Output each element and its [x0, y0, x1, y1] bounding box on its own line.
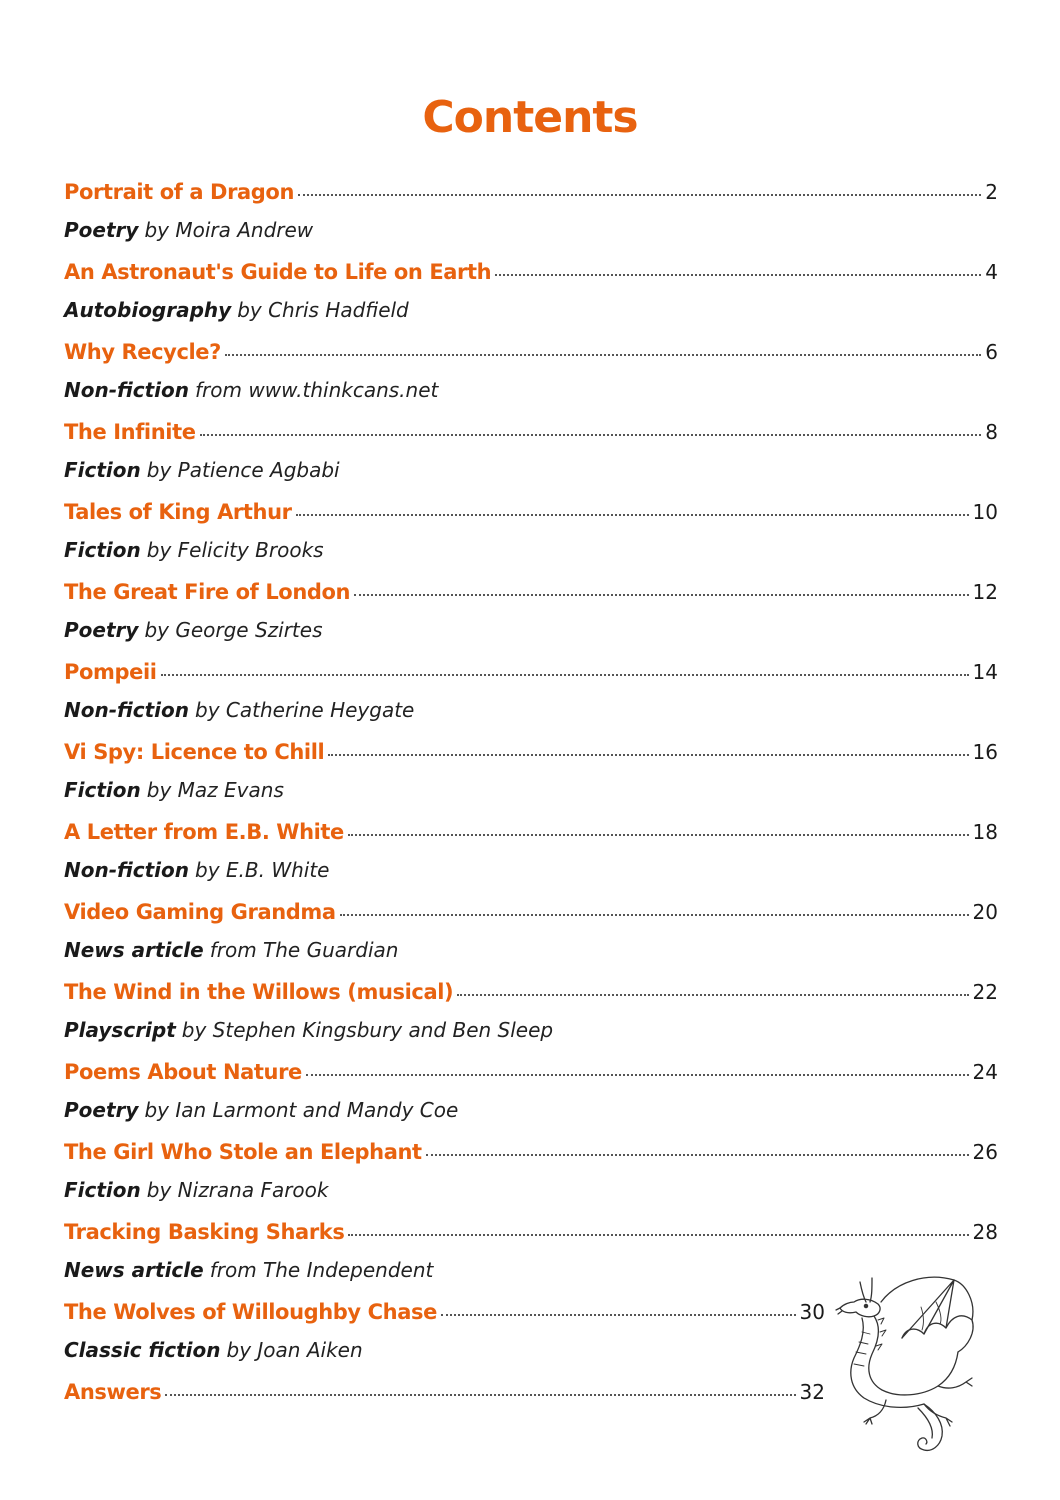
dot-leader — [296, 514, 969, 516]
dot-leader — [354, 594, 968, 596]
page-number: 8 — [985, 420, 998, 444]
toc-entry[interactable] — [64, 340, 998, 420]
page-number: 16 — [972, 740, 998, 764]
page-number: 10 — [972, 500, 998, 524]
dot-leader — [348, 1234, 968, 1236]
entry-genre: Fiction — [64, 458, 141, 482]
entry-byline: from www.thinkcans.net — [195, 378, 439, 402]
page-number: 32 — [799, 1380, 825, 1404]
page-number: 2 — [985, 180, 998, 204]
entry-genre: Poetry — [64, 1098, 139, 1122]
toc-entry[interactable] — [64, 740, 998, 820]
page-number: 28 — [972, 1220, 998, 1244]
dot-leader — [165, 1394, 795, 1396]
entry-title[interactable]: Poems About Nature — [64, 1060, 302, 1084]
table-of-contents — [64, 180, 998, 1460]
dragon-icon — [826, 1272, 996, 1462]
entry-byline: by Felicity Brooks — [146, 538, 324, 562]
entry-title[interactable]: A Letter from E.B. White — [64, 820, 344, 844]
toc-entry[interactable] — [64, 900, 998, 980]
toc-entry[interactable] — [64, 260, 998, 340]
entry-byline: by E.B. White — [195, 858, 330, 882]
entry-title[interactable]: The Infinite — [64, 420, 196, 444]
entry-genre: News article — [64, 938, 204, 962]
entry-title[interactable]: The Girl Who Stole an Elephant — [64, 1140, 422, 1164]
dot-leader — [225, 354, 981, 356]
toc-entry[interactable] — [64, 580, 998, 660]
dot-leader — [426, 1154, 969, 1156]
entry-byline: by Stephen Kingsbury and Ben Sleep — [181, 1018, 554, 1042]
toc-entry[interactable] — [64, 420, 998, 500]
entry-byline: by Catherine Heygate — [195, 698, 415, 722]
entry-genre: Playscript — [64, 1018, 176, 1042]
toc-entry[interactable] — [64, 500, 998, 580]
entry-title[interactable]: Why Recycle? — [64, 340, 221, 364]
dot-leader — [328, 754, 968, 756]
entry-title[interactable]: An Astronaut's Guide to Life on Earth — [64, 260, 492, 284]
entry-genre: Non-fiction — [64, 698, 190, 722]
entry-genre: Fiction — [64, 778, 141, 802]
entry-byline: from The Independent — [209, 1258, 434, 1282]
entry-title[interactable]: Vi Spy: Licence to Chill — [64, 740, 325, 764]
dot-leader — [348, 834, 969, 836]
dot-leader — [200, 434, 982, 436]
page-number: 14 — [972, 660, 998, 684]
toc-entry[interactable] — [64, 1140, 998, 1220]
page-number: 4 — [985, 260, 998, 284]
dot-leader — [161, 674, 969, 676]
entry-genre: Autobiography — [64, 298, 232, 322]
page-number: 22 — [972, 980, 998, 1004]
entry-genre: Fiction — [64, 538, 141, 562]
toc-entry[interactable] — [64, 180, 998, 260]
dot-leader — [441, 1314, 796, 1316]
dot-leader — [457, 994, 968, 996]
entry-byline: by Ian Larmont and Mandy Coe — [144, 1098, 459, 1122]
entry-title[interactable]: Pompeii — [64, 660, 157, 684]
entry-genre: Non-fiction — [64, 378, 190, 402]
entry-title[interactable]: The Wind in the Willows (musical) — [64, 980, 454, 1004]
entry-genre: Poetry — [64, 218, 139, 242]
entry-title[interactable]: Tracking Basking Sharks — [64, 1220, 345, 1244]
entry-byline: from The Guardian — [209, 938, 399, 962]
entry-byline: by George Szirtes — [144, 618, 323, 642]
entry-byline: by Joan Aiken — [226, 1338, 363, 1362]
dot-leader — [340, 914, 969, 916]
page-title: Contents — [422, 92, 638, 143]
entry-title[interactable]: Video Gaming Grandma — [64, 900, 336, 924]
entry-byline: by Patience Agbabi — [146, 458, 340, 482]
entry-genre: Fiction — [64, 1178, 141, 1202]
page-number: 20 — [972, 900, 998, 924]
entry-byline: by Nizrana Farook — [146, 1178, 329, 1202]
page-number: 18 — [972, 820, 998, 844]
page-number: 30 — [799, 1300, 825, 1324]
entry-byline: by Moira Andrew — [144, 218, 314, 242]
entry-genre: News article — [64, 1258, 204, 1282]
dot-leader — [495, 274, 981, 276]
entry-title[interactable]: Portrait of a Dragon — [64, 180, 295, 204]
toc-entry[interactable] — [64, 980, 998, 1060]
entry-byline: by Chris Hadfield — [237, 298, 409, 322]
page-number: 26 — [972, 1140, 998, 1164]
dot-leader — [306, 1074, 969, 1076]
entry-title[interactable]: The Wolves of Willoughby Chase — [64, 1300, 437, 1324]
toc-entry[interactable] — [64, 660, 998, 740]
entry-genre: Poetry — [64, 618, 139, 642]
toc-entry[interactable] — [64, 820, 998, 900]
page-number: 12 — [972, 580, 998, 604]
entry-genre: Non-fiction — [64, 858, 190, 882]
entry-genre: Classic fiction — [64, 1338, 221, 1362]
page-number: 24 — [972, 1060, 998, 1084]
entry-title[interactable]: Answers — [64, 1380, 162, 1404]
entry-title[interactable]: The Great Fire of London — [64, 580, 351, 604]
entry-byline: by Maz Evans — [146, 778, 284, 802]
toc-entry[interactable] — [64, 1060, 998, 1140]
page-number: 6 — [985, 340, 998, 364]
entry-title[interactable]: Tales of King Arthur — [64, 500, 292, 524]
dot-leader — [298, 194, 981, 196]
